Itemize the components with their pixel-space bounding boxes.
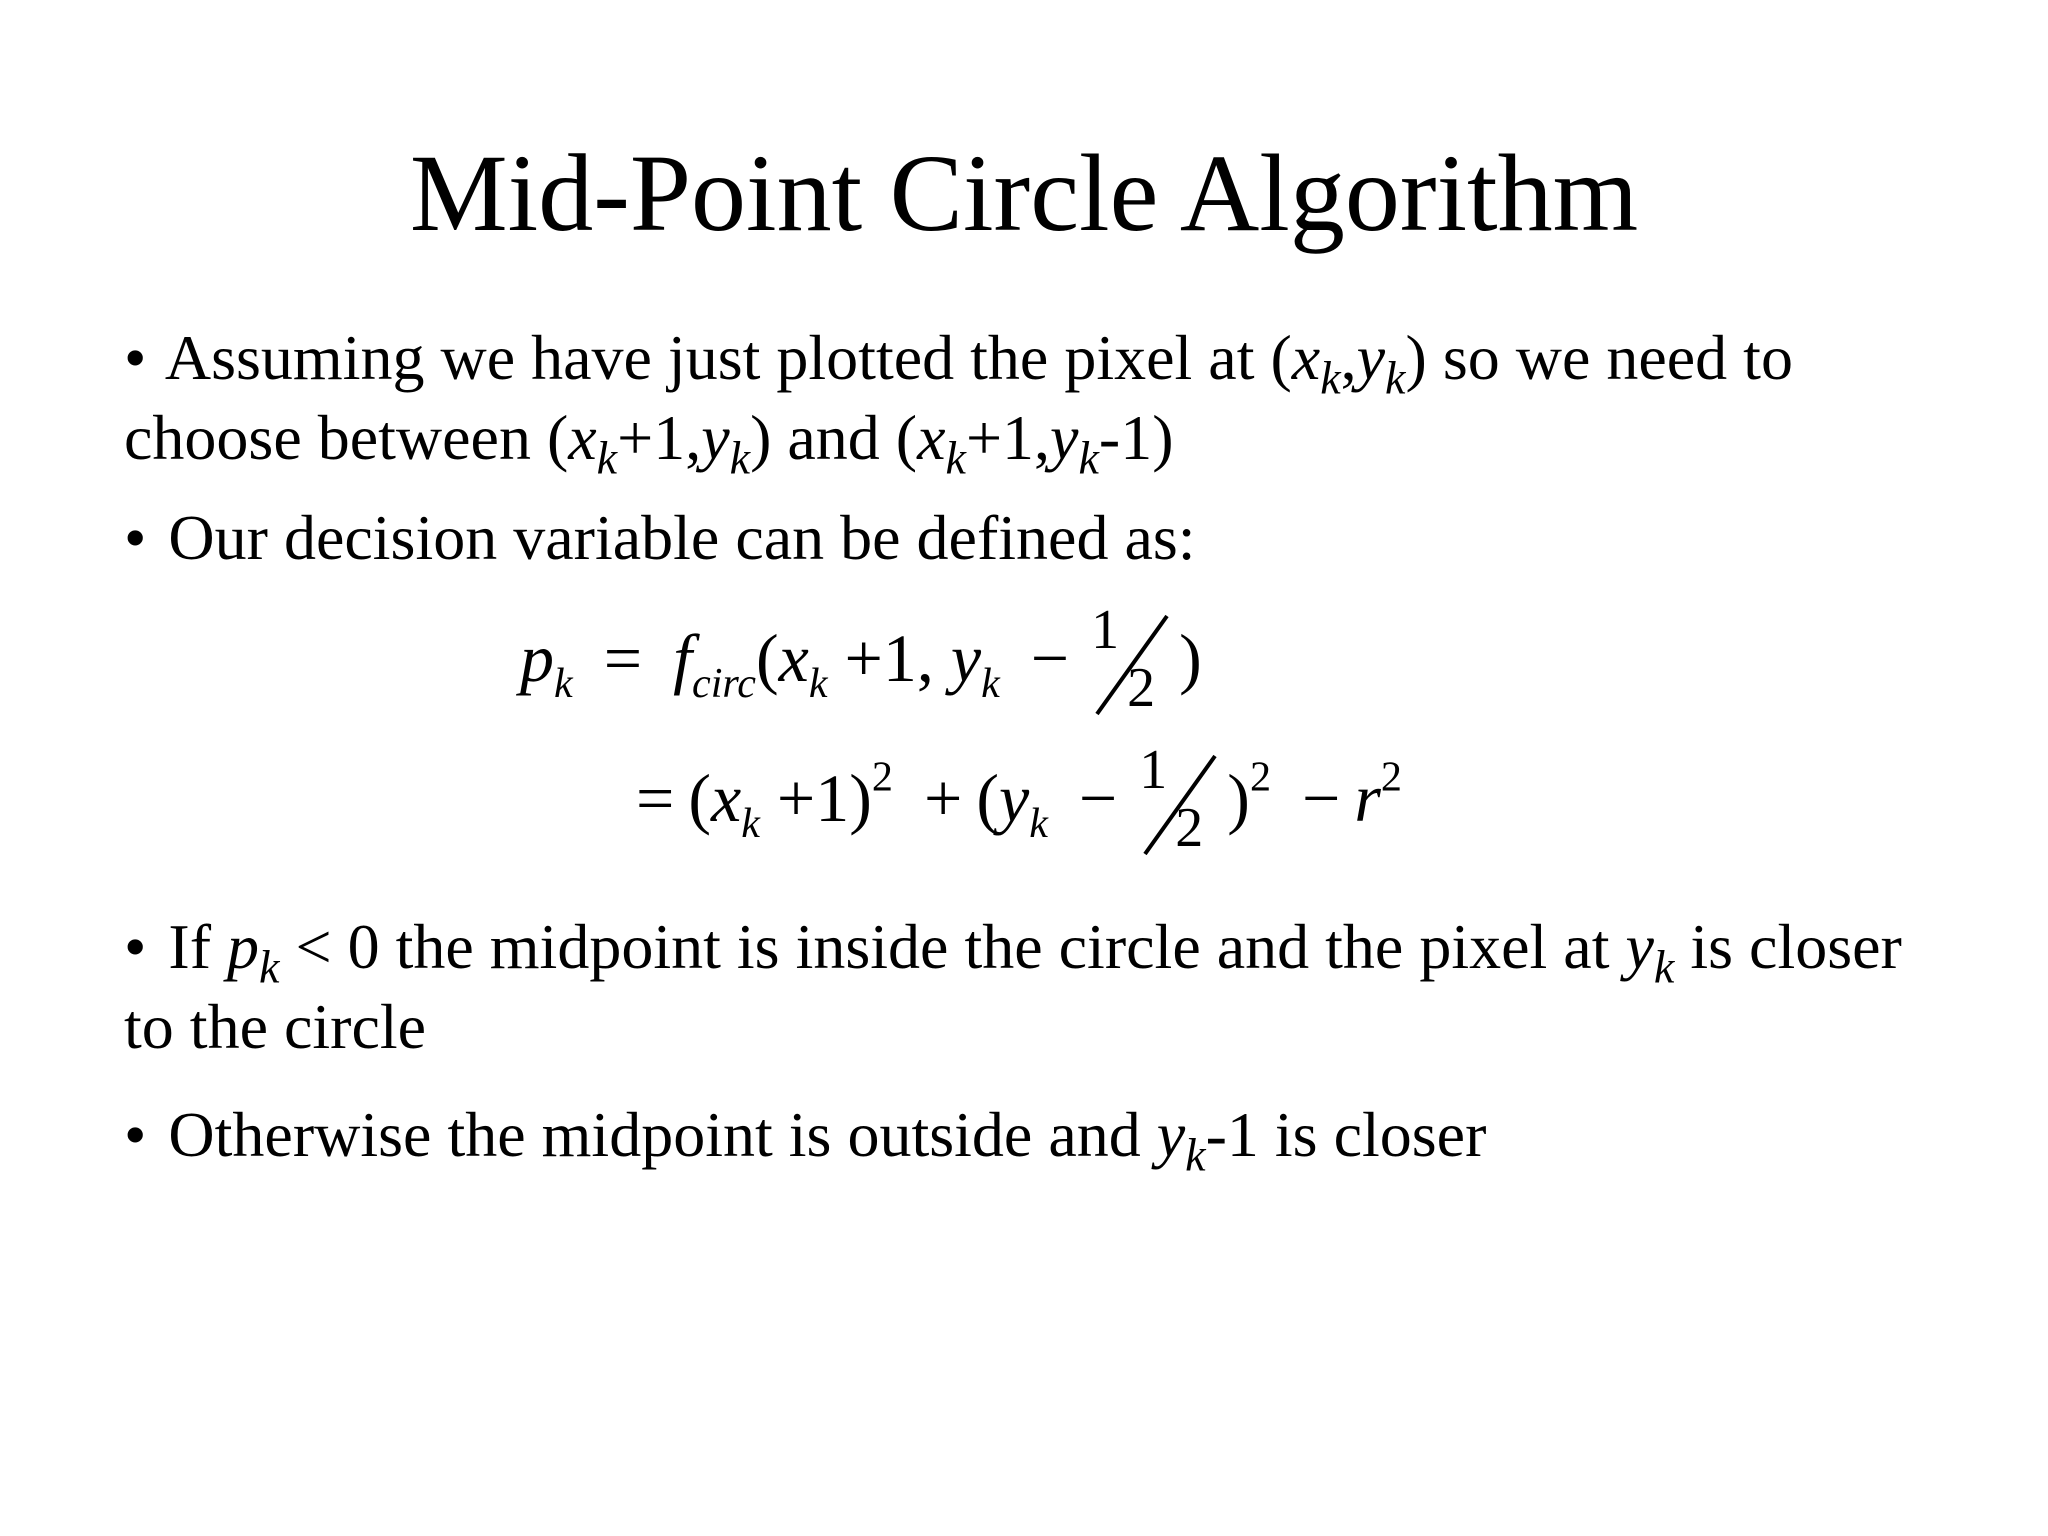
var-x: x xyxy=(778,620,809,696)
subscript-k: k xyxy=(259,941,280,993)
open-paren: ( xyxy=(755,620,779,696)
subscript-k: k xyxy=(741,800,760,848)
bullet-text: ) and ( xyxy=(750,402,918,473)
subscript-k: k xyxy=(1185,1129,1206,1181)
bullet-text: Otherwise the midpoint is outside and xyxy=(168,1099,1157,1170)
fraction-denominator: 2 xyxy=(1175,797,1204,859)
subscript-k: k xyxy=(1653,941,1675,993)
bullet-otherwise xyxy=(124,1095,1924,1181)
fraction-denominator: 2 xyxy=(1127,657,1156,719)
superscript-2: 2 xyxy=(1249,753,1272,801)
close-paren: ) xyxy=(1227,760,1250,836)
fraction-numerator: 1 xyxy=(1091,599,1120,661)
equation-line-2 xyxy=(622,739,1402,859)
bullet-marker: • xyxy=(124,1099,147,1170)
bullet-decision-variable xyxy=(124,498,1924,578)
var-f: f xyxy=(673,620,692,696)
subscript-k: k xyxy=(945,432,966,484)
fraction-one-half xyxy=(1083,599,1179,719)
var-x: x xyxy=(1291,322,1321,393)
minus-sign: − xyxy=(1030,620,1070,696)
subscript-k: k xyxy=(1078,432,1099,484)
subscript-k: k xyxy=(981,660,1000,708)
bullet-marker: • xyxy=(124,911,147,982)
bullet-text: is closer to the circle xyxy=(124,911,1902,1062)
bullet-assuming xyxy=(124,318,1924,484)
subscript-k: k xyxy=(554,660,573,708)
bullet-text: Assuming we have just plotted the pixel at ( xyxy=(164,322,1292,393)
subscript-k: k xyxy=(1029,800,1048,848)
bullet-text: < 0 the midpoint is inside the circle and the pixel at xyxy=(279,911,1626,982)
equals-sign: = xyxy=(636,760,675,836)
open-paren: ( xyxy=(976,760,1000,836)
plus-one: +1) xyxy=(776,760,872,836)
bullet-text: ) so we need to choose between ( xyxy=(124,322,1793,473)
bullet-text: Our decision variable can be defined as: xyxy=(168,502,1196,573)
var-x: x xyxy=(568,402,597,473)
bullet-marker: • xyxy=(124,502,147,573)
var-p: p xyxy=(520,620,554,696)
var-y: y xyxy=(1050,402,1079,473)
bullet-marker: • xyxy=(124,322,147,393)
bullet-text: -1 is closer xyxy=(1205,1099,1487,1170)
subscript-k: k xyxy=(729,432,751,484)
equals-sign: = xyxy=(603,620,643,696)
fraction-one-half xyxy=(1131,739,1227,859)
superscript-2: 2 xyxy=(871,753,893,801)
slide-title: Mid-Point Circle Algorithm xyxy=(409,132,1639,254)
bullet-text: If xyxy=(168,911,228,982)
subscript-k: k xyxy=(1320,352,1341,404)
bullet-text: +1, xyxy=(617,402,702,473)
superscript-2: 2 xyxy=(1380,753,1402,801)
var-r: r xyxy=(1354,760,1381,836)
var-y: y xyxy=(1356,322,1386,393)
var-y: y xyxy=(701,402,730,473)
minus-sign: − xyxy=(1078,760,1118,836)
subscript-k: k xyxy=(808,660,828,708)
subscript-k: k xyxy=(596,432,618,484)
bullet-if-negative xyxy=(124,907,1924,1067)
subscript-circ: circ xyxy=(691,660,756,708)
open-paren: ( xyxy=(688,760,712,836)
fraction-numerator: 1 xyxy=(1139,739,1168,801)
var-x: x xyxy=(711,760,742,836)
var-y: y xyxy=(999,760,1030,836)
var-y: y xyxy=(1156,1099,1186,1170)
var-y: y xyxy=(1625,911,1654,982)
var-y: y xyxy=(950,620,982,696)
equation-line-1 xyxy=(520,599,1202,719)
var-x: x xyxy=(917,402,946,473)
bullet-text: , xyxy=(1340,322,1357,393)
bullet-text: -1) xyxy=(1098,402,1174,473)
var-p: p xyxy=(227,911,260,982)
plus-one: +1, xyxy=(844,620,934,696)
plus-sign: + xyxy=(924,760,963,836)
subscript-k: k xyxy=(1385,352,1406,404)
minus-sign: − xyxy=(1302,760,1341,836)
bullet-text: +1, xyxy=(965,402,1051,473)
close-paren: ) xyxy=(1179,620,1202,696)
